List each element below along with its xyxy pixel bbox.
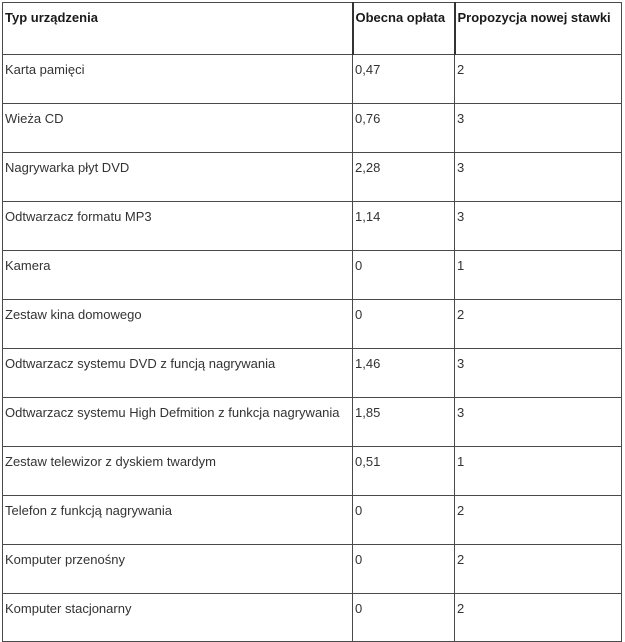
device-cell: Odtwarzacz formatu MP3 <box>3 202 353 251</box>
header-proposed-rate: Propozycja nowej stawki <box>455 3 622 55</box>
device-cell: Zestaw kina domowego <box>3 300 353 349</box>
fee-table-header <box>3 3 622 55</box>
current-fee-cell: 2,28 <box>353 153 455 202</box>
current-fee-cell: 0 <box>353 251 455 300</box>
table-row <box>3 447 622 496</box>
table-row <box>3 153 622 202</box>
proposed-rate-cell: 3 <box>455 398 622 447</box>
table-row <box>3 202 622 251</box>
current-fee-cell: 0,76 <box>353 104 455 153</box>
current-fee-cell: 0 <box>353 496 455 545</box>
proposed-rate-cell: 3 <box>455 104 622 153</box>
current-fee-cell: 0 <box>353 594 455 642</box>
table-row <box>3 594 622 642</box>
current-fee-cell: 0 <box>353 300 455 349</box>
current-fee-cell: 1,46 <box>353 349 455 398</box>
fee-table-body <box>3 55 622 642</box>
table-row <box>3 349 622 398</box>
proposed-rate-cell: 2 <box>455 594 622 642</box>
proposed-rate-cell: 2 <box>455 300 622 349</box>
proposed-rate-cell: 3 <box>455 349 622 398</box>
proposed-rate-cell: 1 <box>455 251 622 300</box>
current-fee-cell: 0,51 <box>353 447 455 496</box>
header-row <box>3 3 622 55</box>
proposed-rate-cell: 3 <box>455 202 622 251</box>
table-row <box>3 545 622 594</box>
proposed-rate-cell: 2 <box>455 496 622 545</box>
table-row <box>3 496 622 545</box>
table-row <box>3 55 622 104</box>
fee-table <box>2 2 622 642</box>
proposed-rate-cell: 2 <box>455 55 622 104</box>
header-current-fee: Obecna opłata <box>353 3 455 55</box>
table-row <box>3 300 622 349</box>
current-fee-cell: 1,85 <box>353 398 455 447</box>
proposed-rate-cell: 2 <box>455 545 622 594</box>
device-cell: Odtwarzacz systemu DVD z funcją nagrywania <box>3 349 353 398</box>
table-row <box>3 398 622 447</box>
device-cell: Kamera <box>3 251 353 300</box>
table-row <box>3 104 622 153</box>
device-cell: Komputer przenośny <box>3 545 353 594</box>
device-cell: Karta pamięci <box>3 55 353 104</box>
proposed-rate-cell: 1 <box>455 447 622 496</box>
device-cell: Wieża CD <box>3 104 353 153</box>
table-row <box>3 251 622 300</box>
current-fee-cell: 1,14 <box>353 202 455 251</box>
proposed-rate-cell: 3 <box>455 153 622 202</box>
device-cell: Odtwarzacz systemu High Defmition z funkcja nagrywania <box>3 398 353 447</box>
current-fee-cell: 0,47 <box>353 55 455 104</box>
header-device-type: Typ urządzenia <box>3 3 353 55</box>
device-cell: Zestaw telewizor z dyskiem twardym <box>3 447 353 496</box>
device-cell: Komputer stacjonarny <box>3 594 353 642</box>
device-cell: Nagrywarka płyt DVD <box>3 153 353 202</box>
current-fee-cell: 0 <box>353 545 455 594</box>
device-cell: Telefon z funkcją nagrywania <box>3 496 353 545</box>
